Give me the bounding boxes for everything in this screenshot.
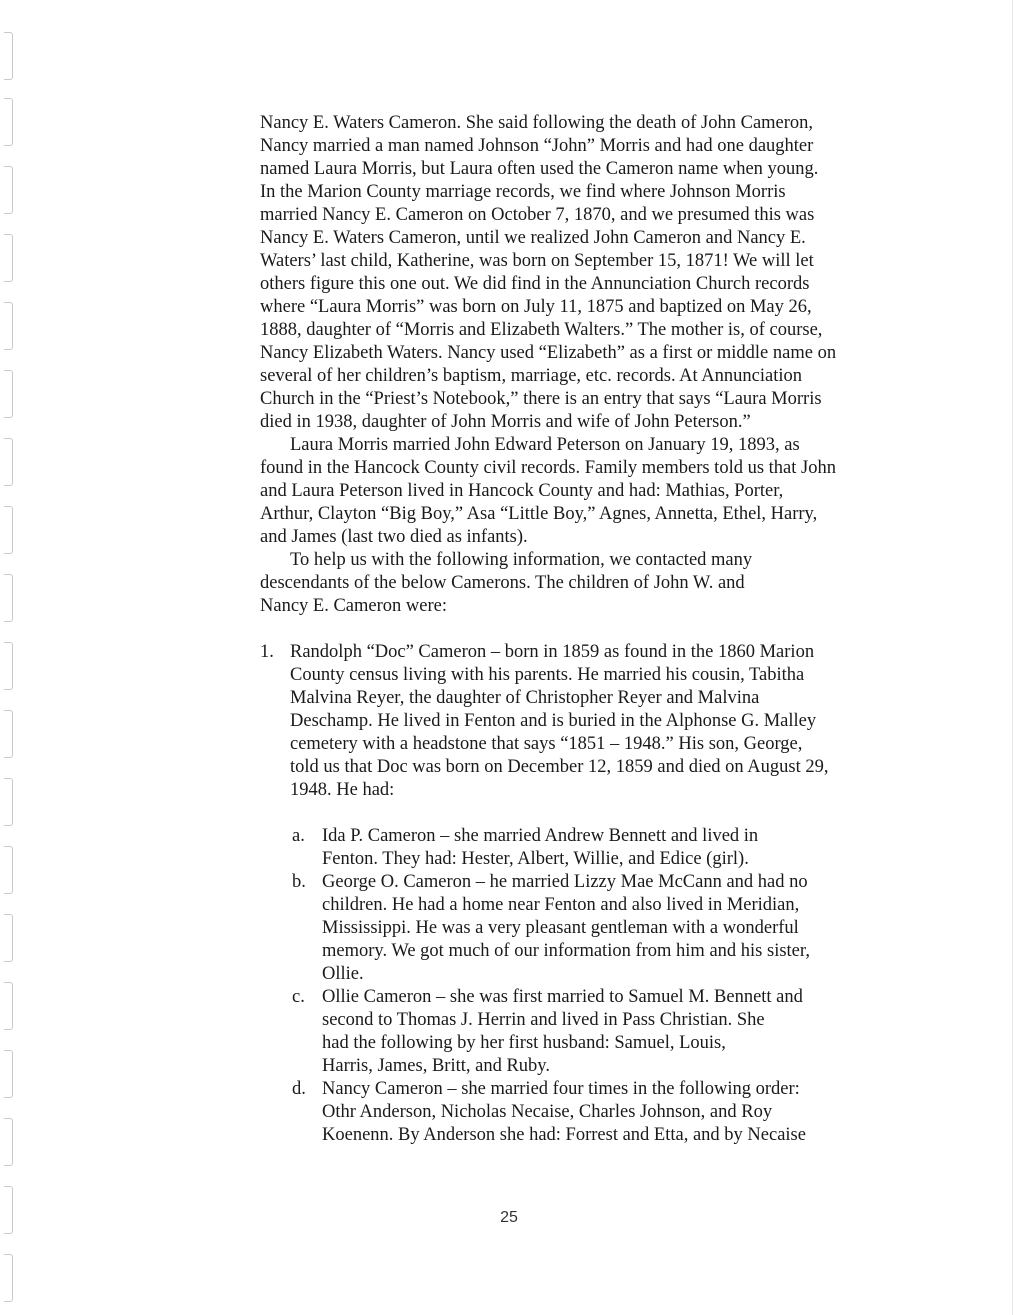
binder-hole <box>4 1050 13 1098</box>
binder-hole <box>4 370 13 418</box>
list-item-line: Malvina Reyer, the daughter of Christopher Reyer and Malvina <box>290 688 760 708</box>
sublist-item-line: children. He had a home near Fenton and also lived in Meridian, <box>322 895 800 915</box>
text-line: where “Laura Morris” was born on July 11, 1875 and baptized on May 26, <box>260 297 812 317</box>
binder-hole <box>4 1118 13 1166</box>
text-line: found in the Hancock County civil records. Family members told us that John <box>260 458 836 478</box>
sublist-item-line: Othr Anderson, Nicholas Necaise, Charles Johnson, and Roy <box>322 1102 773 1122</box>
binder-hole <box>4 98 13 146</box>
text-line: Nancy E. Waters Cameron. She said following the death of John Cameron, <box>260 113 814 133</box>
text-line: Waters’ last child, Katherine, was born on September 15, 1871! We will let <box>260 251 814 271</box>
binder-hole <box>4 710 13 758</box>
text-line: several of her children’s baptism, marriage, etc. records. At Annunciation <box>260 366 802 386</box>
sublist-letter: b. <box>292 872 306 892</box>
text-line: Church in the “Priest’s Notebook,” there is an entry that says “Laura Morris <box>260 389 822 409</box>
binder-hole <box>4 1254 13 1302</box>
list-item-line: told us that Doc was born on December 12, 1859 and died on August 29, <box>290 757 829 777</box>
text-line: died in 1938, daughter of John Morris and wife of John Peterson.” <box>260 412 751 432</box>
page-number: 25 <box>500 1209 518 1226</box>
sublist-item-line: memory. We got much of our information from him and his sister, <box>322 941 810 961</box>
sublist-item-line: had the following by her first husband: Samuel, Louis, <box>322 1033 726 1053</box>
sublist-letter: a. <box>292 826 305 846</box>
text-line: others figure this one out. We did find in the Annunciation Church records <box>260 274 810 294</box>
text-line: Nancy E. Waters Cameron, until we realized John Cameron and Nancy E. <box>260 228 806 248</box>
binder-hole <box>4 302 13 350</box>
text-line: and James (last two died as infants). <box>260 527 528 547</box>
text-line: Arthur, Clayton “Big Boy,” Asa “Little Boy,” Agnes, Annetta, Ethel, Harry, <box>260 504 818 524</box>
sublist-item-line: Harris, James, Britt, and Ruby. <box>322 1056 550 1076</box>
sublist-item-line: Koenenn. By Anderson she had: Forrest and Etta, and by Necaise <box>322 1125 806 1145</box>
text-line: married Nancy E. Cameron on October 7, 1870, and we presumed this was <box>260 205 815 225</box>
sublist-item-line: Ida P. Cameron – she married Andrew Bennett and lived in <box>322 826 759 846</box>
text-line: descendants of the below Camerons. The children of John W. and <box>260 573 745 593</box>
sublist-item-line: Fenton. They had: Hester, Albert, Willie, and Edice (girl). <box>322 849 749 869</box>
list-number: 1. <box>260 642 274 662</box>
sublist-letter: d. <box>292 1079 306 1099</box>
binder-hole <box>4 846 13 894</box>
text-line: Nancy Elizabeth Waters. Nancy used “Elizabeth” as a first or middle name on <box>260 343 837 363</box>
sublist-item-line: Ollie. <box>322 964 364 984</box>
sublist-item-line: second to Thomas J. Herrin and lived in Pass Christian. She <box>322 1010 765 1030</box>
sublist-item-line: Ollie Cameron – she was first married to Samuel M. Bennett and <box>322 987 803 1007</box>
binder-hole <box>4 778 13 826</box>
binder-hole <box>4 574 13 622</box>
binder-hole <box>4 642 13 690</box>
list-item-line: County census living with his parents. He married his cousin, Tabitha <box>290 665 805 685</box>
binder-hole <box>4 234 13 282</box>
binder-hole <box>4 506 13 554</box>
text-line: 1888, daughter of “Morris and Elizabeth Walters.” The mother is, of course, <box>260 320 823 340</box>
sublist-item-line: Mississippi. He was a very pleasant gentleman with a wonderful <box>322 918 799 938</box>
binder-hole <box>4 32 13 80</box>
text-line: Nancy E. Cameron were: <box>260 596 447 616</box>
binder-hole <box>4 166 13 214</box>
list-item-line: Deschamp. He lived in Fenton and is buried in the Alphonse G. Malley <box>290 711 817 731</box>
page-edge <box>1012 0 1013 1315</box>
text-line: named Laura Morris, but Laura often used the Cameron name when young. <box>260 159 819 179</box>
text-line: Nancy married a man named Johnson “John” Morris and had one daughter <box>260 136 814 156</box>
text-line: and Laura Peterson lived in Hancock County and had: Mathias, Porter, <box>260 481 784 501</box>
text-line: Laura Morris married John Edward Peterson on January 19, 1893, as <box>290 435 800 455</box>
list-item-line: 1948. He had: <box>290 780 395 800</box>
sublist-item-line: Nancy Cameron – she married four times in the following order: <box>322 1079 800 1099</box>
text-line: To help us with the following information, we contacted many <box>290 550 753 570</box>
text-line: In the Marion County marriage records, we find where Johnson Morris <box>260 182 786 202</box>
sublist-item-line: George O. Cameron – he married Lizzy Mae McCann and had no <box>322 872 808 892</box>
binder-hole <box>4 914 13 962</box>
binder-ring-holes <box>0 0 40 1315</box>
binder-hole <box>4 982 13 1030</box>
list-item-line: Randolph “Doc” Cameron – born in 1859 as found in the 1860 Marion <box>290 642 815 662</box>
binder-hole <box>4 438 13 486</box>
sublist-letter: c. <box>292 987 305 1007</box>
list-item-line: cemetery with a headstone that says “1851 – 1948.” His son, George, <box>290 734 803 754</box>
